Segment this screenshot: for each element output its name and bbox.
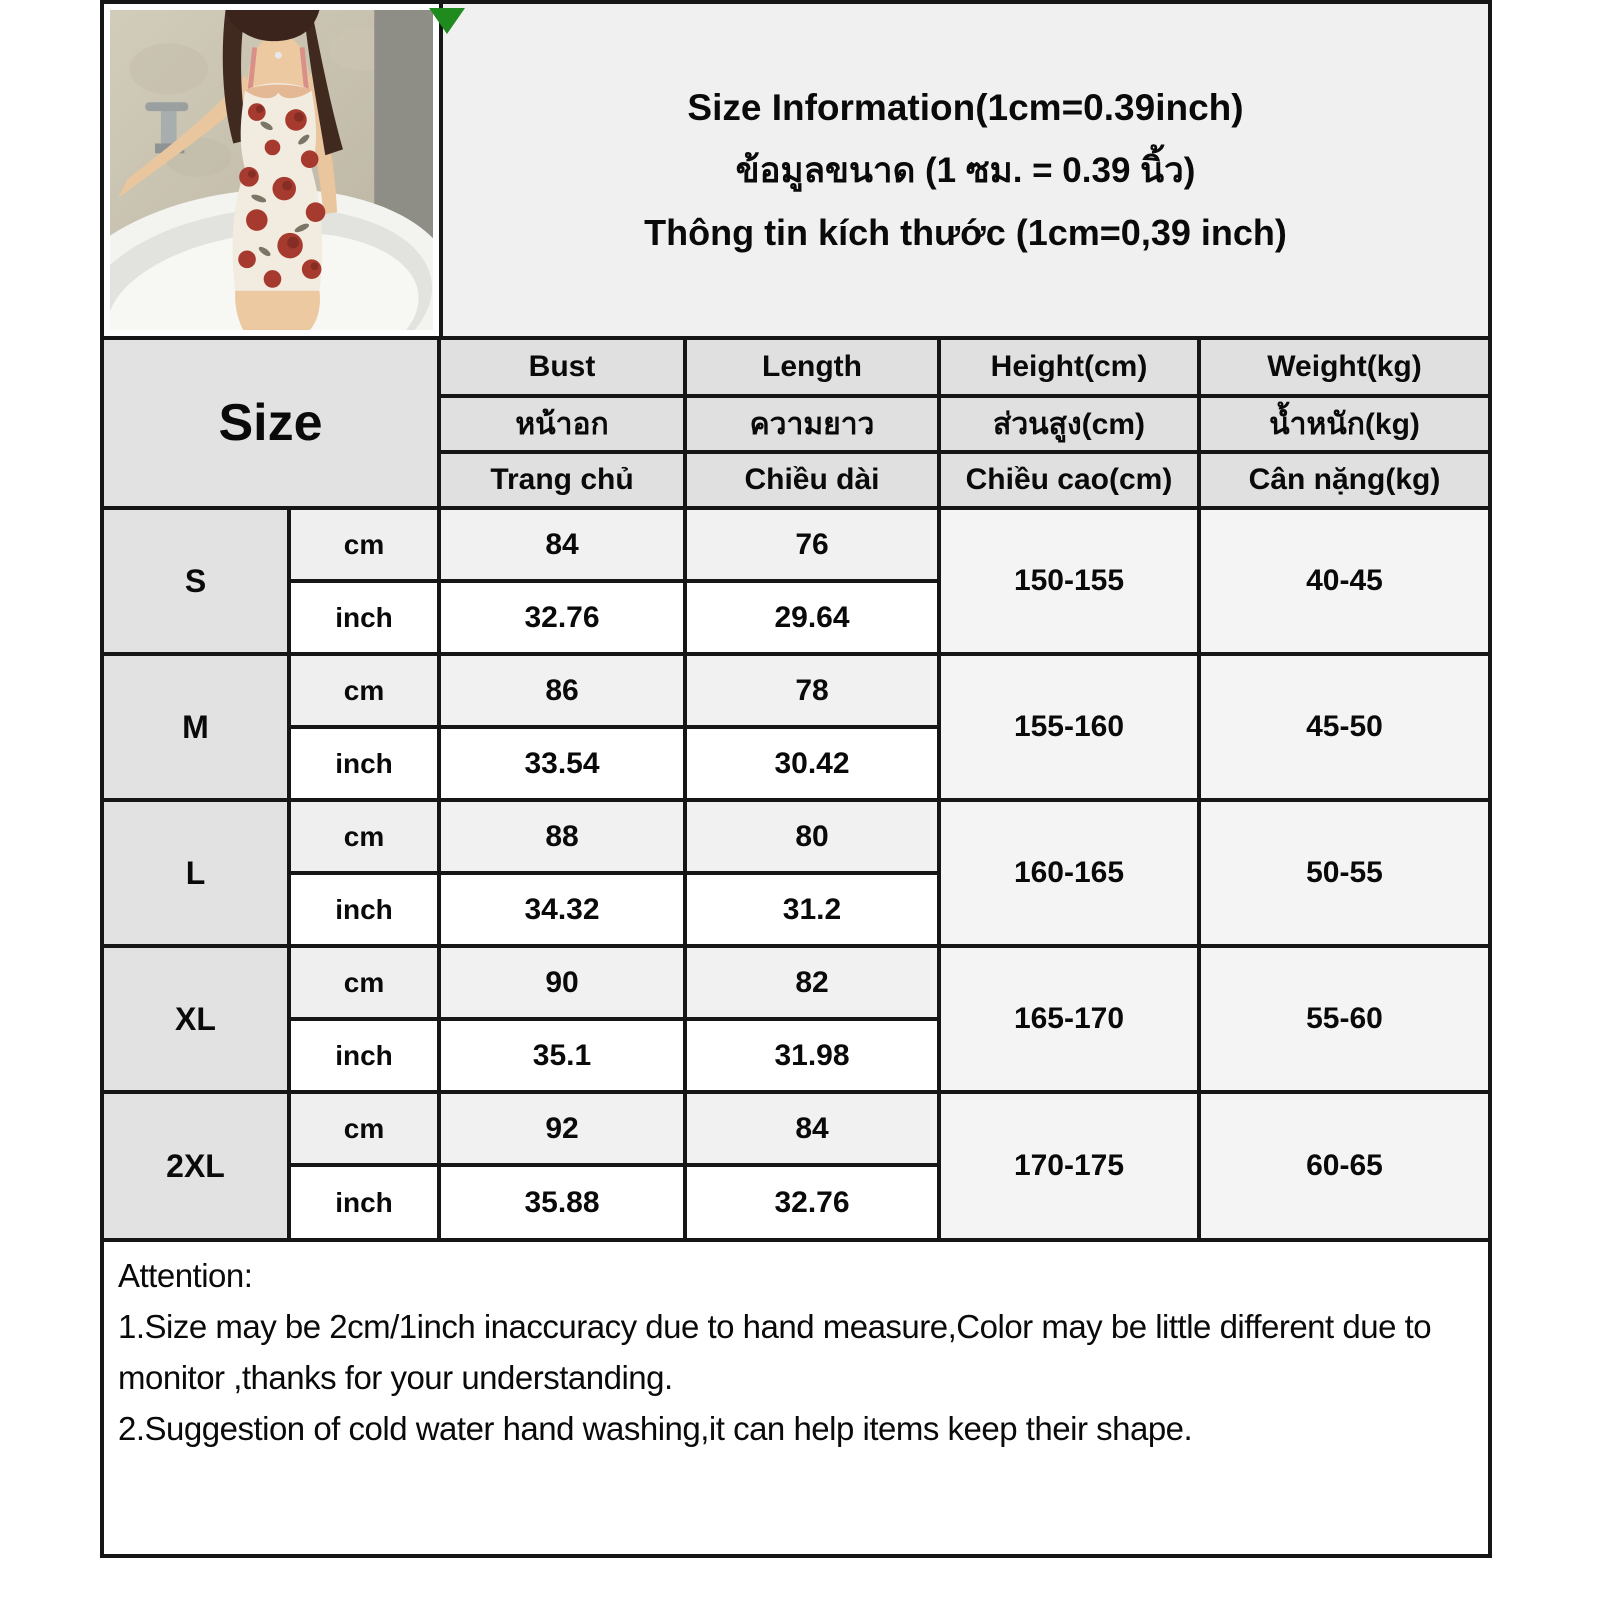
- length-inch-cell: 31.2: [685, 873, 939, 946]
- header-bust-en: Bust: [439, 340, 685, 396]
- weight-cell: 45-50: [1199, 654, 1488, 800]
- weight-cell: 50-55: [1199, 800, 1488, 946]
- length-cm-cell: 82: [685, 946, 939, 1019]
- unit-cell: cm: [289, 946, 439, 1019]
- height-cell: 170-175: [939, 1092, 1199, 1238]
- length-cm-cell: 78: [685, 654, 939, 727]
- header-weight-vi: Cân nặng(kg): [1199, 452, 1488, 508]
- unit-cell: cm: [289, 508, 439, 581]
- product-photo-illustration: [110, 10, 433, 330]
- attention-note-1: 1.Size may be 2cm/1inch inaccuracy due to hand measure,Color may be little different due to monitor ,thanks for your understanding.: [118, 1308, 1432, 1397]
- header-height-en: Height(cm): [939, 340, 1199, 396]
- height-cell: 160-165: [939, 800, 1199, 946]
- attention-notes: [104, 1238, 1488, 1554]
- length-inch-cell: 29.64: [685, 581, 939, 654]
- height-cell: 155-160: [939, 654, 1199, 800]
- unit-cell: inch: [289, 873, 439, 946]
- product-photo: [104, 4, 443, 336]
- header-height-th: ส่วนสูง(cm): [939, 396, 1199, 452]
- bust-inch-cell: 33.54: [439, 727, 685, 800]
- title-english: Size Information(1cm=0.39inch): [687, 86, 1244, 128]
- length-cm-cell: 84: [685, 1092, 939, 1165]
- row-S-cm: [104, 508, 1488, 581]
- bust-cm-cell: 88: [439, 800, 685, 873]
- length-inch-cell: 30.42: [685, 727, 939, 800]
- size-cell: M: [104, 654, 289, 800]
- weight-cell: 60-65: [1199, 1092, 1488, 1238]
- bust-inch-cell: 34.32: [439, 873, 685, 946]
- title-thai: ข้อมูลขนาด (1 ซม. = 0.39 นิ้ว): [735, 150, 1196, 190]
- length-inch-cell: 31.98: [685, 1019, 939, 1092]
- header-length-vi: Chiều dài: [685, 452, 939, 508]
- unit-cell: inch: [289, 1019, 439, 1092]
- size-cell: L: [104, 800, 289, 946]
- length-cm-cell: 80: [685, 800, 939, 873]
- header-bust-th: หน้าอก: [439, 396, 685, 452]
- unit-cell: inch: [289, 581, 439, 654]
- unit-cell: inch: [289, 1165, 439, 1238]
- height-cell: 150-155: [939, 508, 1199, 654]
- size-table: [104, 340, 1488, 1238]
- size-chart-sheet: [100, 0, 1492, 1558]
- row-XL-cm: [104, 946, 1488, 1019]
- header-weight-en: Weight(kg): [1199, 340, 1488, 396]
- header-row-english: [104, 340, 1488, 396]
- row-2XL-cm: [104, 1092, 1488, 1165]
- bust-inch-cell: 35.1: [439, 1019, 685, 1092]
- header-bust-vi: Trang chủ: [439, 452, 685, 508]
- row-M-cm: [104, 654, 1488, 727]
- row-L-cm: [104, 800, 1488, 873]
- bust-cm-cell: 92: [439, 1092, 685, 1165]
- title-block: [443, 4, 1488, 336]
- header-weight-th: น้ำหนัก(kg): [1199, 396, 1488, 452]
- unit-cell: cm: [289, 1092, 439, 1165]
- unit-cell: cm: [289, 654, 439, 727]
- top-band: [104, 4, 1488, 340]
- size-cell: XL: [104, 946, 289, 1092]
- attention-heading: Attention:: [118, 1257, 253, 1294]
- header-height-vi: Chiều cao(cm): [939, 452, 1199, 508]
- unit-cell: inch: [289, 727, 439, 800]
- length-cm-cell: 76: [685, 508, 939, 581]
- bust-cm-cell: 84: [439, 508, 685, 581]
- height-cell: 165-170: [939, 946, 1199, 1092]
- bust-inch-cell: 32.76: [439, 581, 685, 654]
- bust-cm-cell: 90: [439, 946, 685, 1019]
- weight-cell: 40-45: [1199, 508, 1488, 654]
- bust-cm-cell: 86: [439, 654, 685, 727]
- size-cell: S: [104, 508, 289, 654]
- unit-cell: cm: [289, 800, 439, 873]
- header-length-en: Length: [685, 340, 939, 396]
- title-vietnamese: Thông tin kích thước (1cm=0,39 inch): [644, 211, 1287, 253]
- attention-note-2: 2.Suggestion of cold water hand washing,it can help items keep their shape.: [118, 1410, 1193, 1448]
- green-corner-marker: [429, 8, 465, 34]
- size-header-cell: Size: [104, 340, 439, 508]
- size-cell: 2XL: [104, 1092, 289, 1238]
- length-inch-cell: 32.76: [685, 1165, 939, 1238]
- header-length-th: ความยาว: [685, 396, 939, 452]
- bust-inch-cell: 35.88: [439, 1165, 685, 1238]
- weight-cell: 55-60: [1199, 946, 1488, 1092]
